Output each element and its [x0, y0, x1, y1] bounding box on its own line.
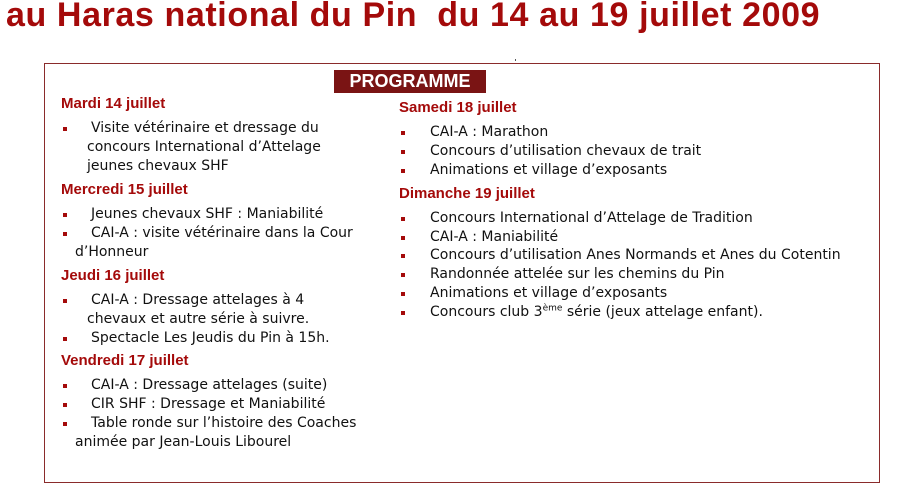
bullet-icon	[401, 292, 405, 296]
day-title-mardi: Mardi 14 juillet	[61, 95, 166, 112]
list-item-text: série (jeux attelage enfant).	[562, 304, 763, 320]
bullet-icon	[401, 254, 405, 258]
bullet-icon	[63, 422, 67, 426]
list-item: Animations et village d’exposants	[430, 162, 668, 178]
list-item: Table ronde sur l’histoire des Coaches animée par Jean-Louis Libourel	[75, 415, 357, 450]
bullet-icon	[401, 131, 405, 135]
bullet-icon	[401, 273, 405, 277]
day-title-vendredi: Vendredi 17 juillet	[61, 352, 189, 369]
list-item: Jeunes chevaux SHF : Maniabilité	[91, 206, 324, 222]
list-item: CAI-A : visite vétérinaire dans la Cour d’Honneur	[75, 225, 353, 260]
list-item: Concours d’utilisation chevaux de trait	[430, 143, 702, 159]
list-item: Visite vétérinaire et dressage du concours International d’Attelage jeunes chevaux SHF	[87, 120, 321, 174]
day-title-dimanche: Dimanche 19 juillet	[399, 185, 535, 202]
page-title: au Haras national du Pin du 14 au 19 juillet 2009	[6, 0, 821, 34]
list-item	[430, 303, 922, 322]
list-item: Animations et village d’exposants	[430, 285, 668, 301]
bullet-icon	[63, 232, 67, 236]
list-item: Concours International d’Attelage de Tradition	[430, 210, 753, 226]
list-item: Concours d’utilisation Anes Normands et Anes du Cotentin	[430, 247, 841, 263]
bullet-icon	[63, 384, 67, 388]
list-item: CAI-A : Marathon	[430, 124, 549, 140]
bullet-icon	[401, 169, 405, 173]
bullet-icon	[63, 299, 67, 303]
list-item: CAI-A : Dressage attelages (suite)	[91, 377, 328, 393]
list-item: Spectacle Les Jeudis du Pin à 15h.	[91, 330, 330, 346]
list-item: CAI-A : Dressage attelages à 4 chevaux et autre série à suivre.	[87, 292, 310, 327]
dot-mark	[515, 59, 516, 61]
bullet-icon	[63, 127, 67, 131]
bullet-icon	[63, 403, 67, 407]
bullet-icon	[401, 217, 405, 221]
ordinal-superscript: ème	[542, 303, 563, 314]
list-item: CAI-A : Maniabilité	[430, 229, 559, 245]
programme-label: PROGRAMME	[334, 70, 486, 93]
day-title-jeudi: Jeudi 16 juillet	[61, 267, 165, 284]
list-item: CIR SHF : Dressage et Maniabilité	[91, 396, 326, 412]
bullet-icon	[401, 311, 405, 315]
day-title-mercredi: Mercredi 15 juillet	[61, 181, 188, 198]
bullet-icon	[63, 337, 67, 341]
list-item-text: Concours club 3	[430, 304, 543, 320]
day-title-samedi: Samedi 18 juillet	[399, 99, 517, 116]
bullet-icon	[401, 236, 405, 240]
list-item: Randonnée attelée sur les chemins du Pin	[430, 266, 725, 282]
bullet-icon	[401, 150, 405, 154]
bullet-icon	[63, 213, 67, 217]
